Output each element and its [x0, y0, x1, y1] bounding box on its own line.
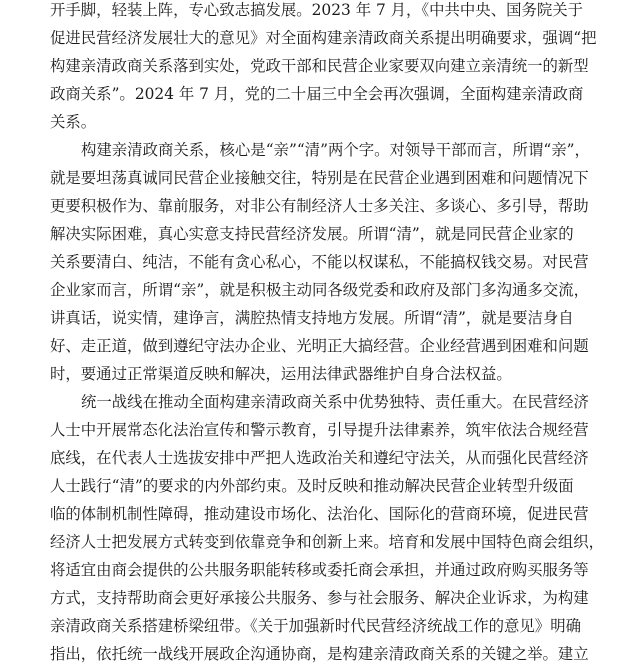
paragraph-1	[50, 0, 610, 136]
text-line: 企业家而言，所谓“亲”，就是积极主动同各级党委和政府及部门多沟通多交流，	[50, 281, 590, 299]
text-line: 底线，在代表人士选拔安排中严把人选政治关和遵纪守法关，从而强化民营经济	[50, 449, 589, 467]
text-line: 就是要坦荡真诚同民营企业接触交往，特别是在民营企业遇到困难和问题情况下	[50, 169, 589, 187]
text-line: 将适宜由商会提供的公共服务职能转移或委托商会承担，并通过政府购买服务等	[50, 561, 589, 579]
text-line: 临的体制机制性障碍，推动建设市场化、法治化、国际化的营商环境，促进民营	[50, 505, 589, 523]
text-line: 时，要通过正常渠道反映和解决，运用法律武器维护自身合法权益。	[50, 365, 512, 383]
text-line: 人士中开展常态化法治宣传和警示教育，引导提升法律素养，筑牢依法合规经营	[50, 421, 589, 439]
text-line: 促进民营经济发展壮大的意见》对全面构建亲清政商关系提出明确要求，强调“把	[50, 29, 597, 47]
text-line: 关系。	[50, 113, 97, 131]
paragraph-3	[50, 388, 610, 668]
text-line: 亲清政商关系搭建桥梁纽带。《关于加强新时代民营经济统战工作的意见》明确	[50, 617, 581, 635]
text-line: 构建亲清政商关系落到实处，党政干部和民营企业家要双向建立亲清统一的新型	[50, 57, 589, 75]
paragraph-2	[50, 136, 610, 388]
text-line: 指出，依托统一战线开展政企沟通协商，是构建亲清政商关系的关键之举。建立	[50, 645, 589, 663]
text-line: 方式，支持帮助商会更好承接公共服务、参与社会服务、解决企业诉求，为构建	[50, 589, 589, 607]
article-body	[50, 0, 610, 668]
text-line: 经济人士把发展方式转变到依靠竞争和创新上来。培育和发展中国特色商会组织，	[50, 533, 605, 551]
text-line: 好、走正道，做到遵纪守法办企业、光明正大搞经营。企业经营遇到困难和问题	[50, 337, 589, 355]
text-line: 关系要清白、纯洁，不能有贪心私心，不能以权谋私，不能搞权钱交易。对民营	[50, 253, 589, 271]
text-line: 统一战线在推动全面构建亲清政商关系中优势独特、责任重大。在民营经济	[81, 393, 589, 411]
text-line: 更要积极作为、靠前服务，对非公有制经济人士多关注、多谈心、多引导，帮助	[50, 197, 589, 215]
text-line: 人士践行“清”的要求的内外部约束。及时反映和推动解决民营企业转型升级面	[50, 477, 574, 495]
text-line: 政商关系”。2024 年 7 月，党的二十届三中全会再次强调，全面构建亲清政商	[50, 85, 584, 103]
text-line: 讲真话，说实情，建诤言，满腔热情支持地方发展。所谓“清”，就是要洁身自	[50, 309, 574, 327]
text-line: 解决实际困难，真心实意支持民营经济发展。所谓“清”，就是同民营企业家的	[50, 225, 574, 243]
text-line: 构建亲清政商关系，核心是“亲”“清”两个字。对领导干部而言，所谓“亲”，	[81, 141, 590, 159]
text-line: 开手脚，轻装上阵，专心致志搞发展。2023 年 7 月，《中共中央、国务院关于	[50, 1, 584, 19]
